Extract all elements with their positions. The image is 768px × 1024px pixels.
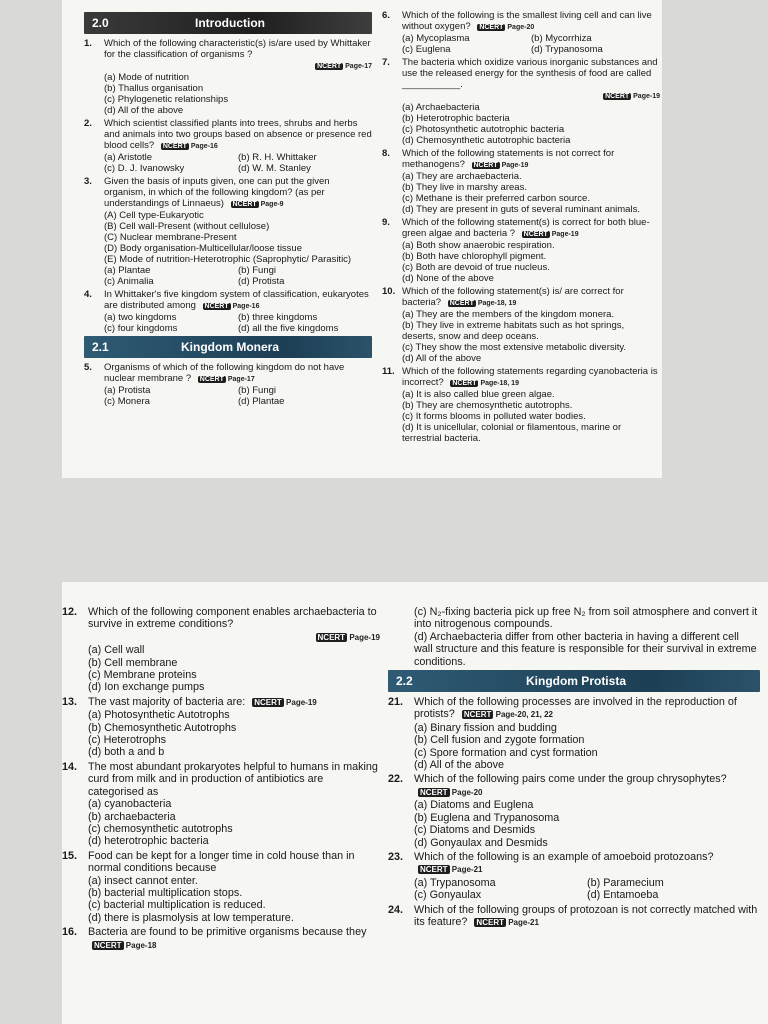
- option: (c) Euglena: [402, 44, 451, 55]
- section-number: 2.1: [92, 340, 109, 354]
- option: (d) Chemosynthetic autotrophic bacteria: [402, 135, 571, 146]
- statement-item: (D) Body organisation-Multicellular/loose tissue: [104, 243, 303, 254]
- option: (b) three kingdoms: [238, 312, 318, 323]
- option: (b) They are chemosynthetic autotrophs.: [402, 400, 573, 411]
- ncert-badge: NCERT Page-16: [162, 143, 218, 150]
- option: (b) Fungi: [238, 265, 277, 276]
- question-6: [382, 10, 660, 55]
- ncert-badge: NCERT Page-16: [204, 303, 260, 310]
- section-title: Kingdom Protista: [525, 674, 626, 689]
- option: (c) It forms blooms in polluted water bodies.: [402, 411, 586, 422]
- question-number: 9.: [382, 217, 390, 228]
- option: (d) All of the above: [414, 759, 505, 772]
- question-8: [382, 148, 660, 215]
- option: (a) Photosynthetic Autotrophs: [88, 709, 230, 722]
- section-number: 2.2: [396, 674, 413, 689]
- question-16: [62, 926, 380, 952]
- question-text: Organisms of which of the following kingdom do not have nuclear membrane ?: [104, 362, 345, 384]
- option: (b) Fungi: [238, 385, 277, 396]
- ncert-badge: NCERT Page-21: [476, 917, 539, 927]
- option: (b) Heterotrophic bacteria: [402, 113, 510, 124]
- question-number: 13.: [62, 695, 78, 708]
- question-text: Which of the following is the smallest living cell and can live without oxygen?: [402, 10, 652, 32]
- option: (a) It is also called blue green algae.: [402, 389, 555, 400]
- option: (a) Diatoms and Euglena: [414, 799, 534, 812]
- option: (d) Archaebacteria differ from other bacteria in having a different cell wall structure and this feature is responsible for their survival in extreme conditions.: [414, 630, 757, 668]
- option: (c) Diatoms and Desmids: [414, 824, 536, 837]
- option: (a) two kingdoms: [104, 312, 177, 323]
- option: (b) Cell membrane: [88, 656, 178, 669]
- question-number: 22.: [388, 773, 404, 786]
- ncert-badge: NCERT Page-18, 19: [449, 300, 517, 307]
- question-number: 15.: [62, 849, 78, 862]
- question-number: 1.: [84, 38, 92, 49]
- question-number: 23.: [388, 850, 404, 863]
- option: (c) bacterial multiplication is reduced.: [88, 899, 266, 912]
- option: (d) Ion exchange pumps: [88, 681, 205, 694]
- question-22: [388, 773, 760, 848]
- option: (d) None of the above: [402, 273, 494, 284]
- question-number: 7.: [382, 57, 390, 68]
- ncert-badge: NCERT Page-20: [420, 787, 483, 797]
- question-text: Which of the following characteristic(s) is/are used by Whittaker for the classification of organisms ?: [104, 38, 371, 60]
- question-number: 5.: [84, 362, 92, 373]
- question-text: The bacteria which oxidize various inorganic substances and use the released energy for the synthesis of food are called ___________.: [402, 57, 658, 90]
- option: (b) Mycorrhiza: [531, 33, 592, 44]
- bottom-right-column: [388, 606, 760, 931]
- option: (b) Paramecium: [587, 876, 664, 889]
- option: (d) both a and b: [88, 746, 165, 759]
- option: (d) heterotrophic bacteria: [88, 835, 209, 848]
- question-11: [382, 366, 660, 444]
- question-number: 6.: [382, 10, 390, 21]
- option: (a) Mycoplasma: [402, 33, 470, 44]
- question-text: Which of the following processes are involved in the reproduction of protists?: [414, 696, 737, 721]
- option: (a) Both show anaerobic respiration.: [402, 240, 555, 251]
- question-text: Which of the following statements regarding cyanobacteria is incorrect?: [402, 366, 658, 388]
- question-text: The most abundant prokaryotes helpful to humans in making curd from milk and in production of antibiotics are categorised as: [88, 760, 378, 798]
- question-number: 12.: [62, 606, 78, 618]
- option: (a) Cell wall: [88, 644, 145, 657]
- option: (d) Trypanosoma: [531, 44, 603, 55]
- option: (b) Chemosynthetic Autotrophs: [88, 721, 237, 734]
- ncert-badge: NCERT Page-17: [199, 376, 255, 383]
- ncert-badge: NCERT Page-19: [254, 697, 317, 707]
- question-number: 10.: [382, 286, 396, 297]
- question-4: [84, 289, 372, 334]
- option: (c) Phylogenetic relationships: [104, 94, 229, 105]
- question-text: Which of the following component enables archaebacteria to survive in extreme conditions?: [88, 606, 377, 631]
- question-5: [84, 362, 372, 407]
- statement-item: (B) Cell wall-Present (without cellulose): [104, 221, 270, 232]
- section-title: Introduction: [195, 16, 265, 30]
- statement-item: (C) Nuclear membrane-Present: [104, 232, 237, 243]
- section-number: 2.0: [92, 16, 109, 30]
- question-9: [382, 217, 660, 284]
- option: (d) It is unicellular, colonial or filamentous, marine or terrestrial bacteria.: [402, 422, 622, 444]
- option: (c) D. J. Ivanowsky: [104, 163, 185, 174]
- option: (a) They are the members of the kingdom monera.: [402, 309, 615, 320]
- question-1: [84, 38, 372, 116]
- question-number: 24.: [388, 903, 404, 916]
- option: (a) Plantae: [104, 265, 151, 276]
- option: (c) Both are devoid of true nucleus.: [402, 262, 550, 273]
- question-12: [62, 606, 380, 694]
- question-text: Which of the following groups of protozoan is not correctly matched with its feature?: [414, 903, 758, 928]
- option: (c) chemosynthetic autotrophs: [88, 822, 233, 835]
- question-number: 3.: [84, 176, 92, 187]
- question-text: Bacteria are found to be primitive organisms because they: [88, 926, 367, 939]
- option: (c) Methane is their preferred carbon source.: [402, 193, 590, 204]
- question-text: Which of the following statement(s) is/ are correct for bacteria?: [402, 286, 624, 308]
- option: (c) Membrane proteins: [88, 669, 197, 682]
- question-text: Which of the following is an example of amoeboid protozoans?: [414, 850, 714, 863]
- question-text: Given the basis of inputs given, one can put the given organism, in which of the following kingdom? (as per understandings of Linnaeus): [104, 176, 330, 209]
- section-header-kingdom-protista: [388, 670, 760, 692]
- ncert-badge: NCERT Page-19: [473, 162, 529, 169]
- ncert-badge: NCERT Page-18: [94, 940, 157, 950]
- ncert-badge: NCERT Page-20: [479, 24, 535, 31]
- question-text: The vast majority of bacteria are:: [88, 695, 246, 708]
- option: (a) insect cannot enter.: [88, 874, 198, 887]
- question-15: [62, 850, 380, 924]
- option: (b) bacterial multiplication stops.: [88, 886, 243, 899]
- section-title: Kingdom Monera: [181, 340, 279, 354]
- option: (d) all the five kingdoms: [238, 323, 339, 334]
- option: (b) Cell fusion and zygote formation: [414, 734, 585, 747]
- question-text: Which of the following pairs come under the group chrysophytes?: [414, 773, 727, 786]
- question-text: Which scientist classified plants into trees, shrubs and herbs and animals into two groups based on absence or presence red blood cells?: [104, 118, 372, 151]
- question-number: 4.: [84, 289, 92, 300]
- option: (d) All of the above: [104, 105, 184, 116]
- ncert-badge: NCERT Page-19: [317, 632, 380, 642]
- question-text: Food can be kept for a longer time in cold house than in normal conditions because: [88, 849, 355, 875]
- option: (c) N₂-fixing bacteria pick up free N₂ from soil atmosphere and convert it into nitrogenous compounds.: [414, 606, 758, 631]
- option: (c) Monera: [104, 396, 150, 407]
- ncert-badge: NCERT Page-19: [605, 93, 660, 100]
- bottom-left-column: [62, 606, 380, 954]
- option: (b) Both have chlorophyll pigment.: [402, 251, 547, 262]
- question-number: 16.: [62, 926, 78, 939]
- option: (d) Plantae: [238, 396, 285, 407]
- ncert-badge: NCERT Page-20, 21, 22: [463, 710, 553, 720]
- question-2: [84, 118, 372, 174]
- option: (c) Heterotrophs: [88, 734, 167, 747]
- ncert-badge: NCERT Page-19: [523, 231, 579, 238]
- option: (a) Binary fission and budding: [414, 721, 557, 734]
- question-number: 21.: [388, 696, 404, 709]
- option: (d) All of the above: [402, 353, 482, 364]
- option: (b) Euglena and Trypanosoma: [414, 811, 560, 824]
- option: (c) Spore formation and cyst formation: [414, 746, 598, 759]
- question-text: In Whittaker's five kingdom system of classification, eukaryotes are distributed among: [104, 289, 369, 311]
- option: (c) They show the most extensive metabolic diversity.: [402, 342, 627, 353]
- question-3: [84, 176, 372, 287]
- bottom-page: [62, 582, 768, 1024]
- question-text: Which of the following statements is not correct for methanogens?: [402, 148, 615, 170]
- question-14: [62, 761, 380, 848]
- ncert-badge: NCERT Page-18, 19: [452, 380, 519, 387]
- option: (a) Trypanosoma: [414, 876, 496, 889]
- statement-item: (A) Cell type-Eukaryotic: [104, 210, 204, 221]
- question-number: 8.: [382, 148, 390, 159]
- question-13: [62, 696, 380, 759]
- question-24: [388, 904, 760, 930]
- option: (a) Protista: [104, 385, 151, 396]
- question-7: [382, 57, 660, 146]
- option: (d) there is plasmolysis at low temperature.: [88, 911, 294, 924]
- top-left-column: [84, 10, 372, 409]
- question-number: 14.: [62, 760, 78, 773]
- option: (a) They are archaebacteria.: [402, 171, 522, 182]
- question-23: [388, 851, 760, 902]
- option: (d) Entamoeba: [587, 889, 659, 902]
- statement-item: (E) Mode of nutrition-Heterotrophic (Saprophytic/ Parasitic): [104, 254, 352, 265]
- option: (b) They live in extreme habitats such as hot springs, deserts, snow and deep oceans.: [402, 320, 625, 342]
- section-header-kingdom-monera: [84, 336, 372, 358]
- question-text: Which of the following statement(s) is correct for both blue-green algae and bacteria ?: [402, 217, 650, 239]
- question-21: [388, 696, 760, 771]
- option: (d) W. M. Stanley: [238, 163, 311, 174]
- option: (a) Mode of nutrition: [104, 72, 190, 83]
- question-number: 2.: [84, 118, 92, 129]
- ncert-badge: NCERT Page-21: [420, 865, 483, 875]
- option: (a) Archaebacteria: [402, 102, 480, 113]
- option: (a) Aristotle: [104, 152, 153, 163]
- option: (b) R. H. Whittaker: [238, 152, 317, 163]
- option: (c) Animalia: [104, 276, 154, 287]
- option: (b) archaebacteria: [88, 810, 176, 823]
- option: (b) They live in marshy areas.: [402, 182, 527, 193]
- option: (a) cyanobacteria: [88, 798, 172, 811]
- top-page: [62, 0, 662, 478]
- question-20-continued: [388, 606, 760, 668]
- option: (b) Thallus organisation: [104, 83, 204, 94]
- option: (d) Gonyaulax and Desmids: [414, 836, 548, 849]
- section-header-introduction: [84, 12, 372, 34]
- option: (c) four kingdoms: [104, 323, 178, 334]
- question-10: [382, 286, 660, 364]
- option: (c) Photosynthetic autotrophic bacteria: [402, 124, 565, 135]
- option: (d) They are present in guts of several ruminant animals.: [402, 204, 640, 215]
- question-number: 11.: [382, 366, 395, 377]
- ncert-badge: NCERT Page-17: [317, 63, 372, 70]
- option: (c) Gonyaulax: [414, 889, 482, 902]
- top-right-column: [382, 10, 660, 446]
- option: (d) Protista: [238, 276, 285, 287]
- ncert-badge: NCERT Page-9: [232, 201, 284, 208]
